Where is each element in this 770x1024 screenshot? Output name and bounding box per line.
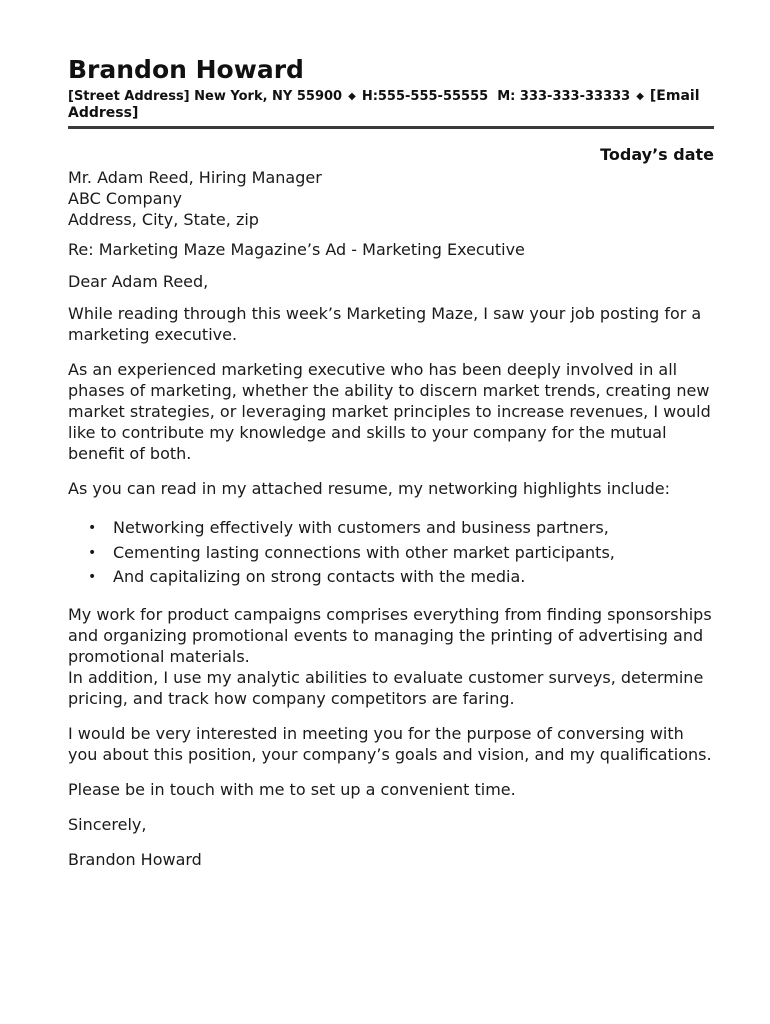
diamond-separator-icon: ◆ [636,91,644,102]
recipient-name-title: Mr. Adam Reed, Hiring Manager [68,168,322,187]
bullet-icon: • [88,569,97,585]
paragraph-intro: While reading through this week’s Marketing Maze, I saw your job posting for a marketing executive. [68,304,702,344]
paragraph-interest: I would be very interested in meeting you for the purpose of conversing with you about this position, your company’s goals and vision, and my qualifications. [68,723,712,764]
paragraph-work-analytics: In addition, I use my analytic abilities to evaluate customer surveys, determine pricing, and track how company competitors are faring. [68,667,704,708]
recipient-block [68,167,714,230]
highlights-list [68,516,714,590]
contact-line [68,88,714,122]
list-item [88,565,714,590]
highlight-text: Networking effectively with customers and business partners, [113,518,609,537]
list-item [88,541,714,566]
closing: Sincerely, [68,814,147,834]
paragraph-highlights-intro: As you can read in my attached resume, my networking highlights include: [68,479,671,498]
street-address: [Street Address] New York, NY 55900 [68,89,343,104]
paragraph-contact-request: Please be in touch with me to set up a convenient time. [68,779,516,799]
cover-letter-page [68,54,714,870]
letter-date: Today’s date [600,145,714,164]
recipient-company: ABC Company [68,189,183,208]
home-phone: H:555-555-55555 [361,89,489,104]
paragraph-experience: As an experienced marketing executive who has been deeply involved in all phases of marketing, whether the ability to discern market trends, creating new market strategies, or leveraging market principles to increase revenues, I would like to contribute my knowledge and skills to your company for the mutual benefit of both. [68,360,711,463]
paragraph-work [68,604,714,709]
header-divider [68,126,714,129]
re-line: Re: Marketing Maze Magazine’s Ad - Marketing Executive [68,240,525,259]
recipient-address: Address, City, State, zip [68,210,259,229]
bullet-icon: • [88,544,97,561]
applicant-name: Brandon Howard [68,55,304,84]
bullet-icon: • [88,520,97,536]
signature-name: Brandon Howard [68,849,202,869]
salutation: Dear Adam Reed, [68,272,209,291]
highlight-text: And capitalizing on strong contacts with the media. [113,567,526,586]
paragraph-work-campaigns: My work for product campaigns comprises everything from finding sponsorships and organizing promotional events to managing the printing of advertising and promotional materials. [68,604,712,666]
mobile-phone: M: 333-333-33333 [497,89,631,104]
highlight-text: Cementing lasting connections with other market participants, [113,542,615,562]
email-address: [Email Address] [68,88,700,121]
letterhead [68,54,714,129]
diamond-separator-icon: ◆ [348,91,356,102]
list-item [88,516,714,541]
